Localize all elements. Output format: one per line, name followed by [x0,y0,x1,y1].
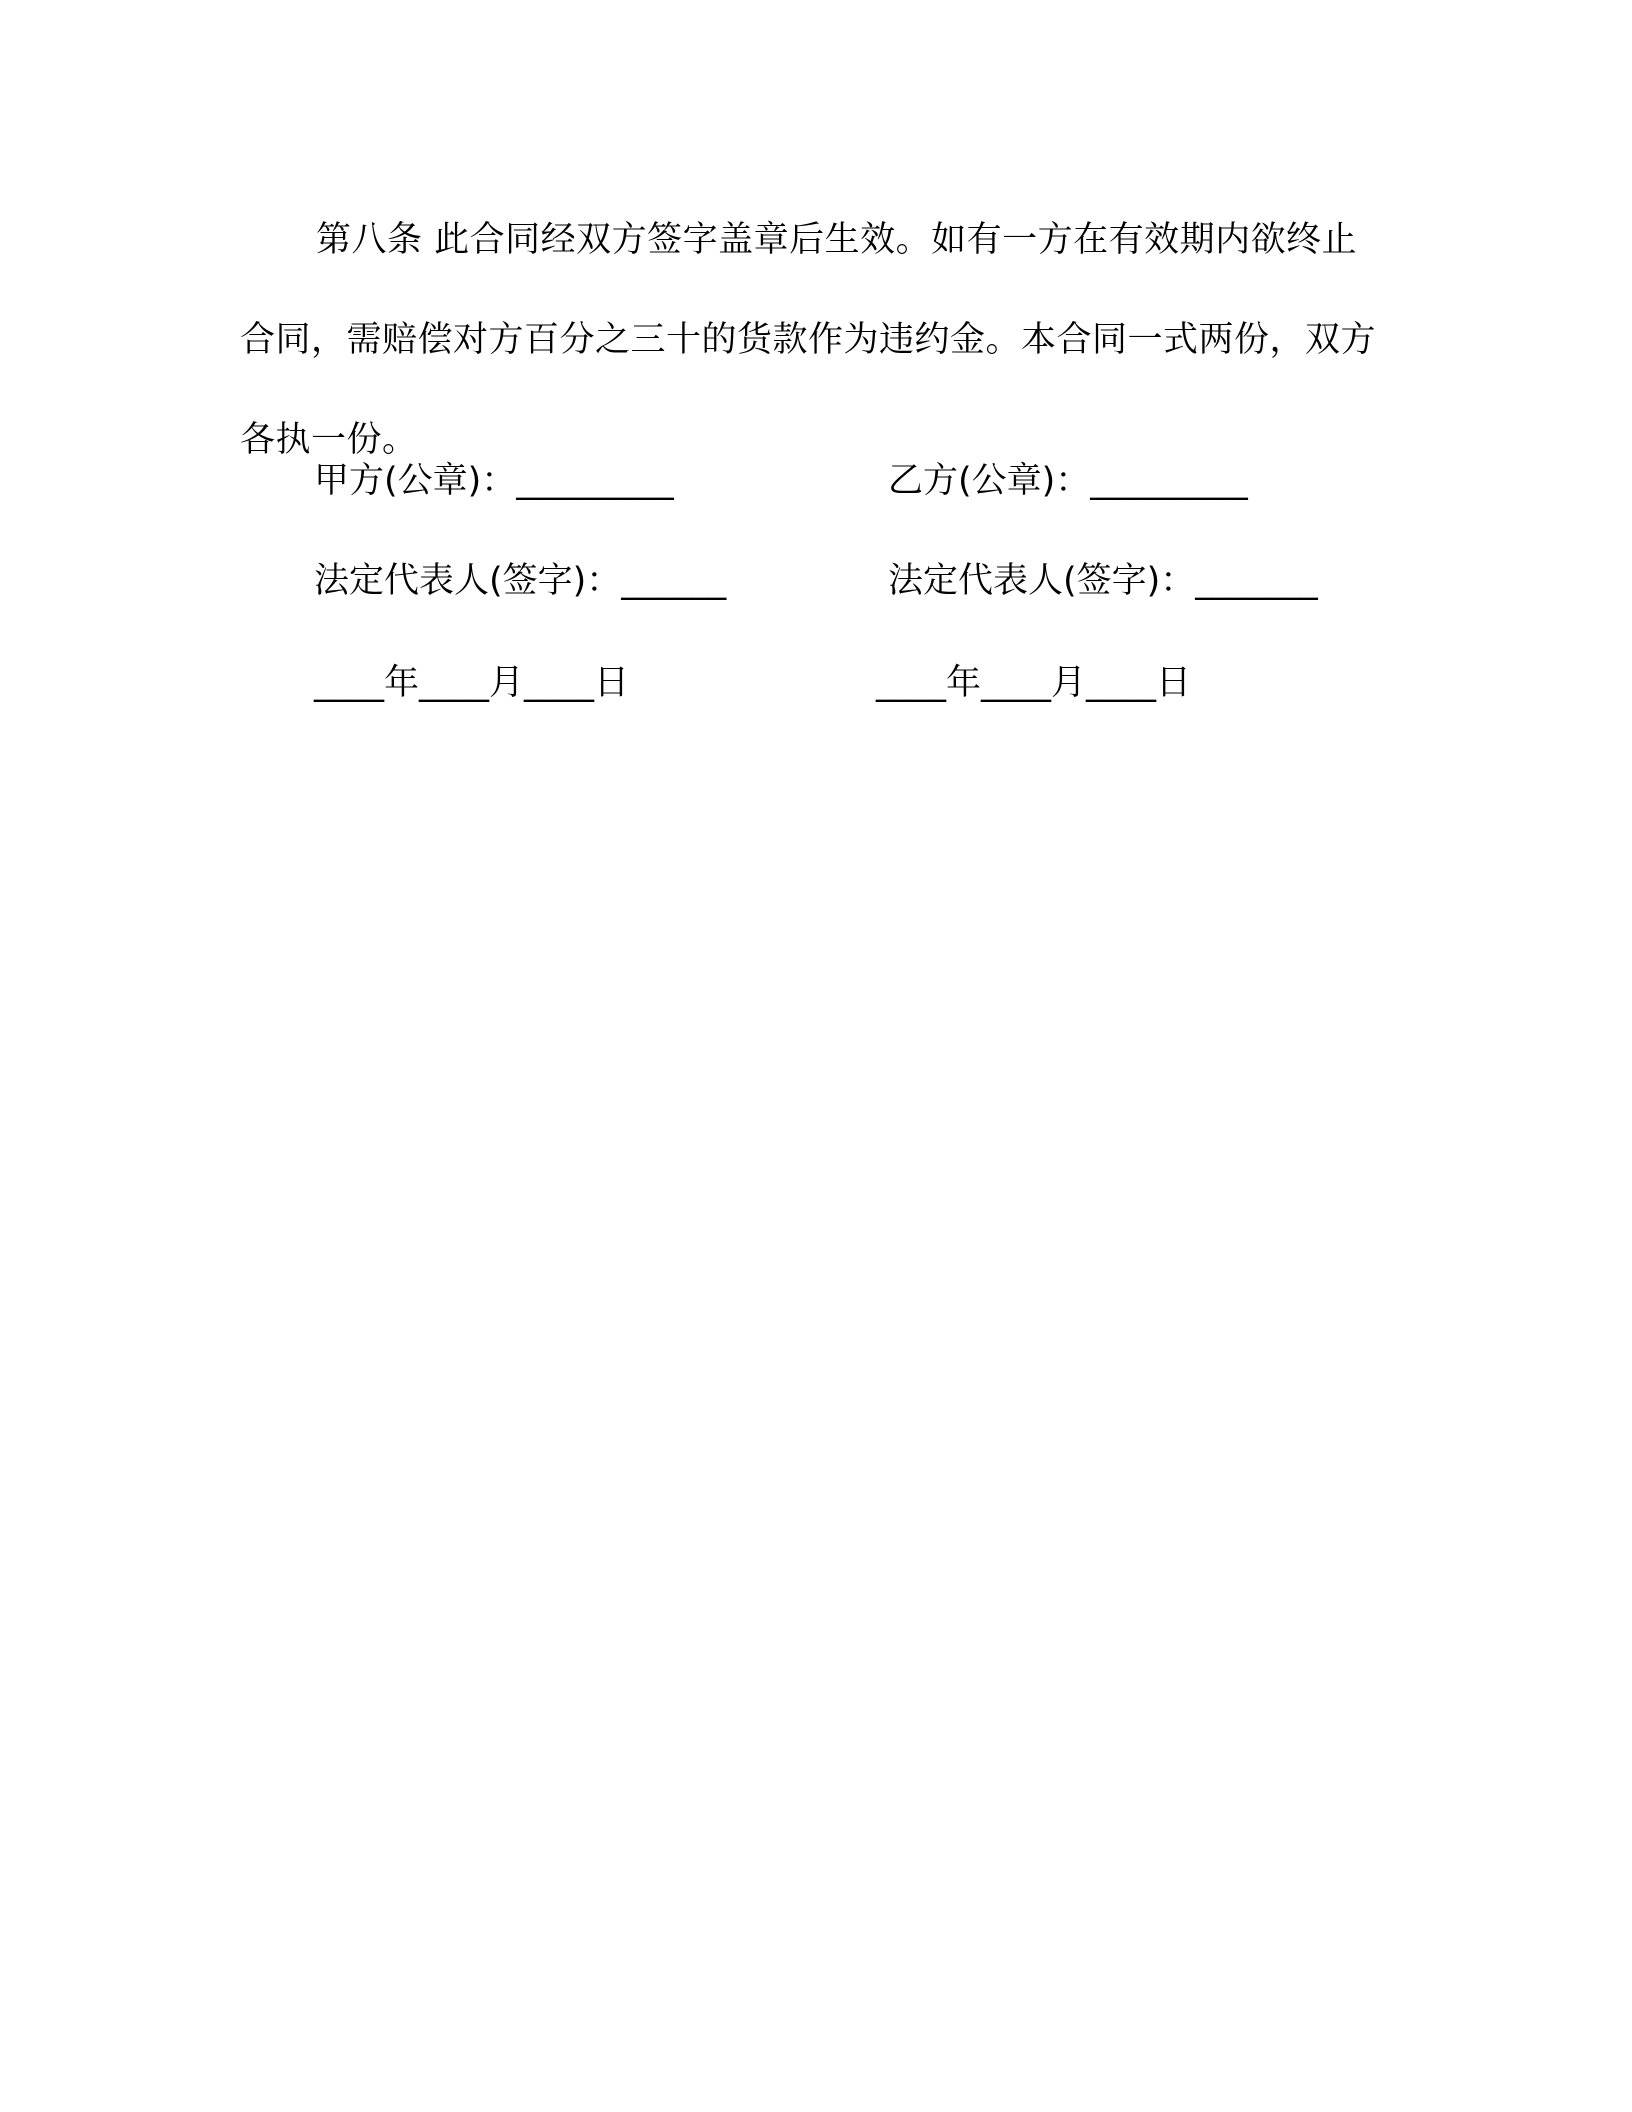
party-a-date-line: ____年____月____日 [314,663,630,703]
party-a-representative-line: 法定代表人(签字)：______ [314,561,727,601]
party-b-representative-line: 法定代表人(签字)：_______ [888,561,1318,601]
article-eight-paragraph: 第八条 此合同经双方签字盖章后生效。如有一方在有效期内欲终止合同，需赔偿对方百分之三十的货款作为违约金。本合同一式两份，双方各执一份。 [240,220,1377,460]
party-a-seal-line: 甲方(公章)：_________ [314,461,674,501]
party-b-seal-line: 乙方(公章)：_________ [888,461,1248,501]
party-b-date-line: ____年____月____日 [876,663,1192,703]
